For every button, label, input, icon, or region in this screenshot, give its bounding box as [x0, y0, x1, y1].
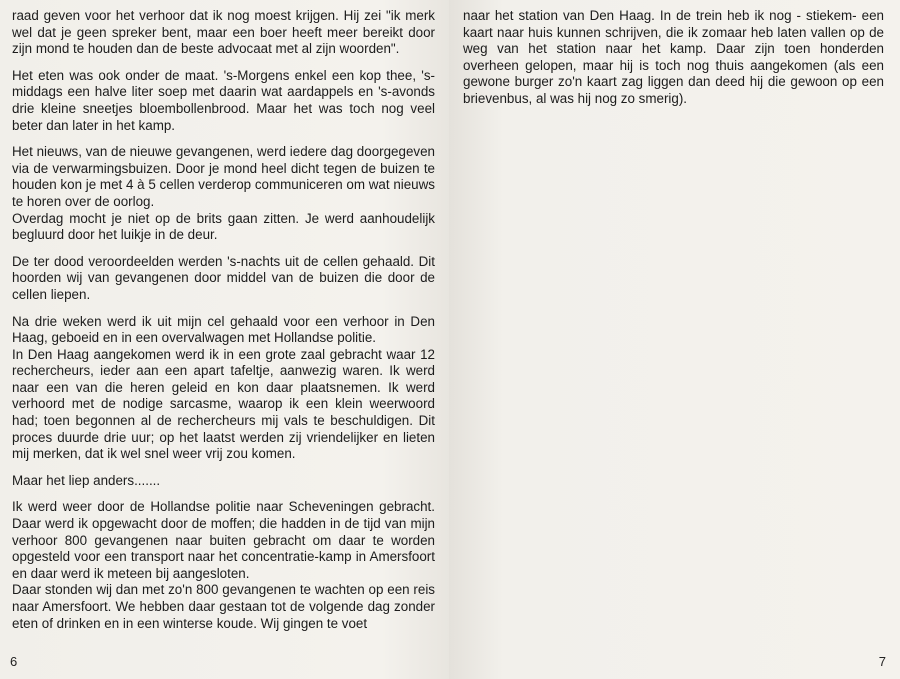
left-paragraph-3: Het nieuws, van de nieuwe gevangenen, werd iedere dag doorgegeven via de verwarmingsbuizen. Door je mond heel dicht tegen de buizen te houden kon je met 4 à 5 cellen verderop communiceren om wat nieuws te horen over de oorlog. — [12, 144, 435, 209]
left-page — [0, 0, 449, 679]
left-paragraph-1: raad geven voor het verhoor dat ik nog moest krijgen. Hij zei "ik merk wel dat je geen spreker bent, maar een boer heeft meer bereikt door zijn mond te houden dan de beste advocaat met al zijn woorden". — [12, 8, 435, 57]
left-paragraph-7: In Den Haag aangekomen werd ik in een grote zaal gebracht waar 12 rechercheurs, ieder aan een apart tafeltje, aanwezig waren. Ik werd naar een van die heren geleid en kon daar plaatsnemen. Ik werd verhoord met de nodige sarcasme, waarop ik een klein weerwoord had; toen begonnen al de rechercheurs mij vals te beschuldigen. Dit proces duurde drie uur; op het laatst werden zij vriendelijker en lieten mij merken, dat ik wel snel weer vrij zou komen. — [12, 346, 435, 462]
right-page — [449, 0, 900, 679]
left-paragraph-8: Maar het liep anders....... — [12, 472, 161, 488]
right-paragraph-1: naar het station van Den Haag. In de trein heb ik nog - stiekem- een kaart naar huis kunnen schrijven, die ik zomaar heb laten vallen op de weg van het station naar het kamp. Daar zijn toen honderden overheen gelopen, maar hij is toch nog thuis aangekomen (als een gewone burger zo'n kaart zag liggen dan deed hij die gewoon op een brievenbus, al was hij nog zo smerig). — [463, 8, 884, 106]
left-paragraph-9: Ik werd weer door de Hollandse politie naar Scheveningen gebracht. Daar werd ik opgewacht door de moffen; die hadden in de tijd van mijn verhoor 800 gevangenen naar buiten gebracht om daar te worden opgesteld voor een transport naar het concentratie-kamp in Amersfoort en daar werd ik meteen bij aangesloten. — [12, 499, 435, 581]
page-number-left: 6 — [10, 654, 18, 669]
left-paragraph-5: De ter dood veroordeelden werden 's-nachts uit de cellen gehaald. Dit hoorden wij van gevangenen door middel van de buizen die door de cellen liepen. — [12, 253, 435, 302]
left-paragraph-2: Het eten was ook onder de maat. 's-Morgens enkel een kop thee, 's-middags een halve liter soep met daarin wat aardappels en 's-avonds drie kleine sneetjes bloembollenbrood. Maar het was toch nog veel beter dan later in het kamp. — [12, 67, 435, 133]
left-paragraph-6: Na drie weken werd ik uit mijn cel gehaald voor een verhoor in Den Haag, geboeid en in een overvalwagen met Hollandse politie. — [12, 313, 435, 346]
left-paragraph-4: Overdag mocht je niet op de brits gaan zitten. Je werd aanhoudelijk begluurd door het luikje in de deur. — [12, 210, 435, 243]
left-paragraph-10: Daar stonden wij dan met zo'n 800 gevangenen te wachten op een reis naar Amersfoort. We hebben daar gestaan tot de volgende dag zonder eten of drinken en in een winterse koude. Wij gingen te voet — [12, 582, 435, 631]
page-number-right: 7 — [878, 654, 886, 669]
